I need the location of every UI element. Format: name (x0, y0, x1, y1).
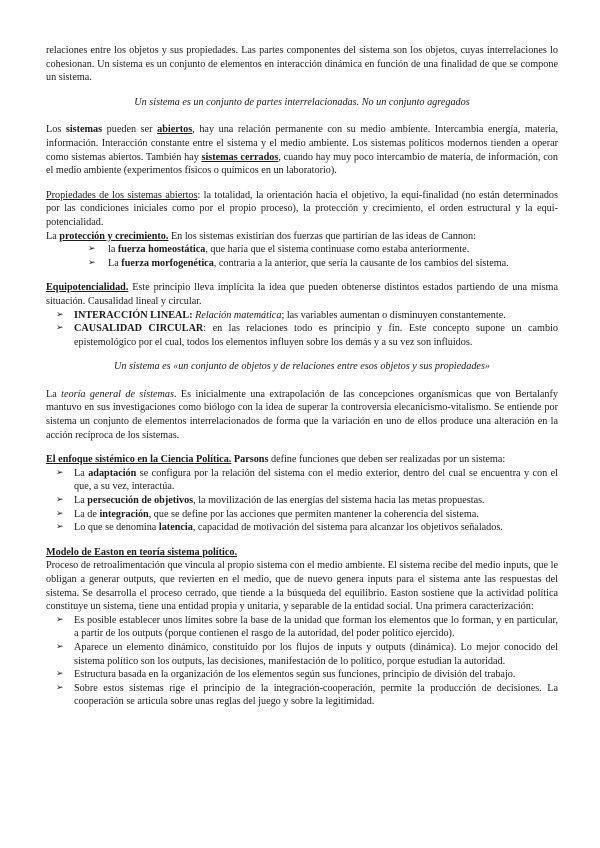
list-item: ➢ La persecución de objetivos, la movilización de las energías del sistema hacia las metas propuestas. (56, 495, 485, 507)
arrow-bullet-icon: ➢ (56, 323, 64, 334)
list-causality (46, 309, 558, 350)
arrow-bullet-icon: ➢ (56, 522, 64, 533)
list-item: ➢ La de integración, que se define por las acciones que permiten mantener la coherencia del sistema. (56, 508, 479, 520)
arrow-bullet-icon: ➢ (56, 467, 64, 478)
list-item: ➢ Lo que se denomina latencia, capacidad de motivación del sistema para alcanzar los objetivos señalados. (56, 522, 503, 534)
arrow-bullet-icon: ➢ (56, 682, 64, 693)
quote-system-objects: Un sistema es «un conjunto de objetos y de relaciones entre esos objetos y sus propiedades» (113, 361, 491, 373)
arrow-bullet-icon: ➢ (56, 495, 64, 506)
list-easton-characteristics (46, 614, 558, 709)
paragraph-systemic-approach: El enfoque sistémico en la Ciencia Política. Parsons define funciones que deben ser realizadas por un sistema: (46, 454, 506, 466)
list-parsons-functions (46, 467, 558, 535)
paragraph-easton-model: Proceso de retroalimentación que vincula al propio sistema con el medio ambiente. El sistema recibe del medio inputs, que le obligan a generar outputs, que revierten en el medio, que de nuevo genera inputs para el sistema ante las respuestas del sistema. Se desarrolla el proceso cerrado, que tiende a la búsqueda del equilibrio. Easton sostiene que la actividad política constituye un sistema, tiene una entidad propia y unitaria, y separable de la entidad social. Una primera caracterización: (46, 560, 558, 613)
list-item: ➢ La fuerza morfogenética, contraria a la anterior, que sería la causante de los cambios del sistema. (88, 257, 509, 269)
list-item: ➢ Aparece un elemento dinámico, constituido por los flujos de inputs y outputs (dinámica). Lo mejor conocido del sistema político son los outputs, las decisiones, manifestación de lo político, porque estudian la autoridad. (56, 641, 558, 667)
list-item: ➢ INTERACCIÓN LINEAL: Relación matemática; las variables aumentan o disminuyen constantemente. (56, 309, 506, 321)
arrow-bullet-icon: ➢ (88, 257, 96, 268)
arrow-bullet-icon: ➢ (56, 669, 64, 680)
list-item: ➢ Es posible establecer unos límites sobre la base de la unidad que forman los elementos que lo forman, y en particular, a partir de los outputs (porque contienen el rasgo de la autoridad, del poder político ejercido). (56, 614, 558, 640)
document-page (46, 44, 558, 709)
paragraph-general-systems-theory: La teoría general de sistemas. Es inicialmente una extrapolación de las concepciones organísmicas que von Bertalanfy mantuvo en sus investigaciones como biólogo con la idea de superar la controversia elecanicismo-vitalismo. Se entiende por sistema un conjunto de elementos interrelacionados de forma que la variación en uno de ellos produce una alteración en la acción recíproca de los sistemas. (46, 388, 558, 441)
paragraph-protection-growth: La protección y crecimiento. En los sistemas existirían dos fuerzas que partirían de las ideas de Cannon: (46, 230, 476, 242)
heading-easton-model: Modelo de Easton en teoría sistema político. (46, 546, 237, 558)
list-item: ➢ Sobre estos sistemas rige el principio de la integración-cooperación, permite la producción de decisiones. La cooperación se articula sobre unas reglas del juego y sobre la legitimidad. (56, 682, 558, 708)
arrow-bullet-icon: ➢ (88, 244, 96, 255)
paragraph-equipotentiality: Equipotencialidad. Este principio lleva implícita la idea que pueden obtenerse distintos estados partiendo de una misma situación. Causalidad lineal y circular. (46, 282, 558, 307)
paragraph-open-system-properties: Propiedades de los sistemas abiertos: la totalidad, la orientación hacia el objetivo, la equi-finalidad (no están determinados por las condiciones iniciales como por el propio proceso), la protección y crecimiento, el orden estructural y la equi-potencialidad. (46, 189, 558, 228)
list-item: ➢ Estructura basada en la organización de los elementos según sus funciones, principio de división del trabajo. (56, 669, 516, 681)
paragraph-intro: relaciones entre los objetos y sus propiedades. Las partes componentes del sistema son los objetos, cuyas interrelaciones lo cohesionan. Un sistema es un conjunto de elementos en interacción dinámica en función de una finalidad de que se compone un sistema. (46, 45, 558, 84)
list-item: ➢ La adaptación se configura por la relación del sistema con el medio exterior, dentro del cual se encuentra y con el que, a su vez, interactúa. (56, 467, 558, 493)
arrow-bullet-icon: ➢ (56, 508, 64, 519)
list-forces (46, 243, 558, 270)
arrow-bullet-icon: ➢ (56, 309, 64, 320)
arrow-bullet-icon: ➢ (56, 641, 64, 652)
quote-system-definition: Un sistema es un conjunto de partes interrelacionadas. No un conjunto agregados (134, 96, 470, 108)
list-item: ➢ CAUSALIDAD CIRCULAR: en las relaciones todo es principio y fin. Este concepto supone un cambio epistemológico por el cual, todos los elementos influyen sobre los demás y a su vez son influidos. (56, 323, 558, 348)
list-item: ➢ la fuerza homeostática, que haría que el sistema continuase como estaba anteriormente. (88, 244, 470, 256)
arrow-bullet-icon: ➢ (56, 614, 64, 625)
paragraph-open-closed-systems: Los sistemas pueden ser abiertos, hay una relación permanente con su medio ambiente. Intercambia energía, materia, información. Interacción constante entre el sistema y el medio ambiente. Los sistemas políticos modernos tienden a operar como sistemas abiertos. También hay sistemas cerrados, cuando hay muy poco intercambio de materia, de información, con el medio ambiente (experimentos físicos o químicos en un laboratorio). (46, 124, 558, 177)
